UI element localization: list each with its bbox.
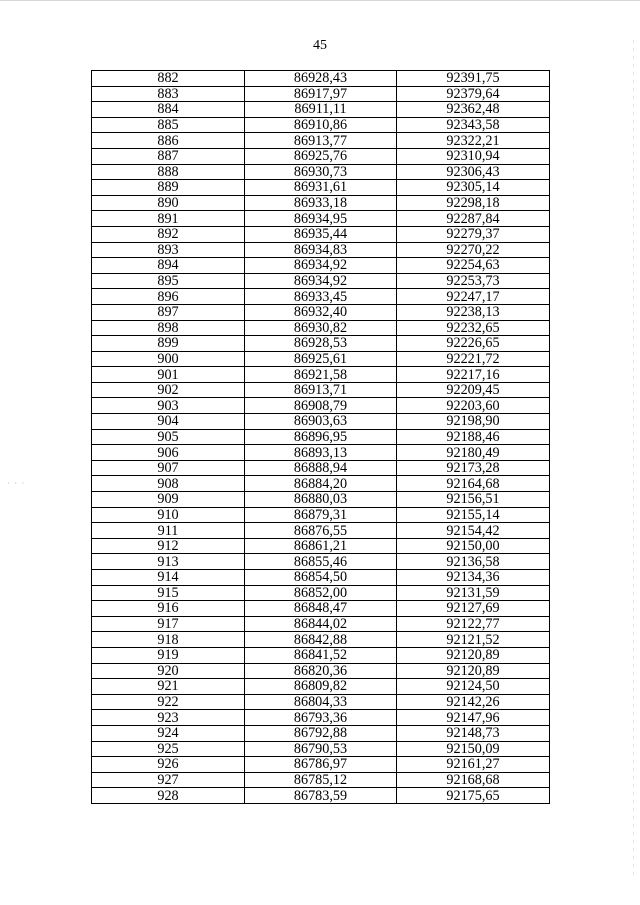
y-coordinate-cell: 92391,75	[397, 71, 550, 87]
table-row	[92, 601, 550, 617]
point-number-cell: 903	[92, 398, 245, 414]
point-number-cell: 898	[92, 320, 245, 336]
x-coordinate-cell: 86783,59	[245, 788, 397, 804]
point-number-cell: 906	[92, 445, 245, 461]
coordinates-table	[91, 70, 550, 804]
table-row	[92, 710, 550, 726]
y-coordinate-cell: 92209,45	[397, 382, 550, 398]
table-row	[92, 647, 550, 663]
y-coordinate-cell: 92134,36	[397, 570, 550, 586]
y-coordinate-cell: 92298,18	[397, 195, 550, 211]
x-coordinate-cell: 86932,40	[245, 304, 397, 320]
table-row	[92, 351, 550, 367]
point-number-cell: 886	[92, 133, 245, 149]
y-coordinate-cell: 92156,51	[397, 492, 550, 508]
y-coordinate-cell: 92343,58	[397, 117, 550, 133]
table-row	[92, 585, 550, 601]
point-number-cell: 919	[92, 647, 245, 663]
point-number-cell: 907	[92, 460, 245, 476]
x-coordinate-cell: 86876,55	[245, 523, 397, 539]
point-number-cell: 896	[92, 289, 245, 305]
table-row	[92, 429, 550, 445]
x-coordinate-cell: 86893,13	[245, 445, 397, 461]
table-row	[92, 414, 550, 430]
y-coordinate-cell: 92253,73	[397, 273, 550, 289]
point-number-cell: 899	[92, 336, 245, 352]
y-coordinate-cell: 92150,00	[397, 538, 550, 554]
point-number-cell: 913	[92, 554, 245, 570]
table-row	[92, 679, 550, 695]
y-coordinate-cell: 92188,46	[397, 429, 550, 445]
y-coordinate-cell: 92306,43	[397, 164, 550, 180]
x-coordinate-cell: 86935,44	[245, 226, 397, 242]
table-row	[92, 538, 550, 554]
point-number-cell: 889	[92, 180, 245, 196]
point-number-cell: 884	[92, 102, 245, 118]
y-coordinate-cell: 92136,58	[397, 554, 550, 570]
x-coordinate-cell: 86934,95	[245, 211, 397, 227]
x-coordinate-cell: 86852,00	[245, 585, 397, 601]
x-coordinate-cell: 86930,73	[245, 164, 397, 180]
point-number-cell: 927	[92, 772, 245, 788]
point-number-cell: 904	[92, 414, 245, 430]
x-coordinate-cell: 86925,76	[245, 148, 397, 164]
y-coordinate-cell: 92161,27	[397, 757, 550, 773]
x-coordinate-cell: 86809,82	[245, 679, 397, 695]
y-coordinate-cell: 92148,73	[397, 725, 550, 741]
x-coordinate-cell: 86854,50	[245, 570, 397, 586]
y-coordinate-cell: 92203,60	[397, 398, 550, 414]
table-row	[92, 367, 550, 383]
x-coordinate-cell: 86910,86	[245, 117, 397, 133]
table-row	[92, 492, 550, 508]
table-row	[92, 117, 550, 133]
table-row	[92, 258, 550, 274]
table-row	[92, 445, 550, 461]
point-number-cell: 924	[92, 725, 245, 741]
table-row	[92, 757, 550, 773]
y-coordinate-cell: 92131,59	[397, 585, 550, 601]
y-coordinate-cell: 92155,14	[397, 507, 550, 523]
y-coordinate-cell: 92322,21	[397, 133, 550, 149]
point-number-cell: 888	[92, 164, 245, 180]
scan-edge-line	[633, 40, 634, 880]
point-number-cell: 923	[92, 710, 245, 726]
table-row	[92, 663, 550, 679]
x-coordinate-cell: 86925,61	[245, 351, 397, 367]
point-number-cell: 922	[92, 694, 245, 710]
point-number-cell: 882	[92, 71, 245, 87]
x-coordinate-cell: 86844,02	[245, 616, 397, 632]
x-coordinate-cell: 86911,11	[245, 102, 397, 118]
x-coordinate-cell: 86928,43	[245, 71, 397, 87]
table-row	[92, 289, 550, 305]
x-coordinate-cell: 86921,58	[245, 367, 397, 383]
y-coordinate-cell: 92238,13	[397, 304, 550, 320]
table-row	[92, 507, 550, 523]
table-row	[92, 148, 550, 164]
point-number-cell: 921	[92, 679, 245, 695]
y-coordinate-cell: 92247,17	[397, 289, 550, 305]
x-coordinate-cell: 86884,20	[245, 476, 397, 492]
x-coordinate-cell: 86931,61	[245, 180, 397, 196]
y-coordinate-cell: 92226,65	[397, 336, 550, 352]
table-row	[92, 741, 550, 757]
y-coordinate-cell: 92305,14	[397, 180, 550, 196]
y-coordinate-cell: 92147,96	[397, 710, 550, 726]
x-coordinate-cell: 86820,36	[245, 663, 397, 679]
y-coordinate-cell: 92270,22	[397, 242, 550, 258]
point-number-cell: 891	[92, 211, 245, 227]
point-number-cell: 909	[92, 492, 245, 508]
y-coordinate-cell: 92287,84	[397, 211, 550, 227]
y-coordinate-cell: 92120,89	[397, 663, 550, 679]
table-row	[92, 398, 550, 414]
table-row	[92, 242, 550, 258]
y-coordinate-cell: 92379,64	[397, 86, 550, 102]
x-coordinate-cell: 86793,36	[245, 710, 397, 726]
y-coordinate-cell: 92164,68	[397, 476, 550, 492]
x-coordinate-cell: 86928,53	[245, 336, 397, 352]
table-row	[92, 304, 550, 320]
table-row	[92, 632, 550, 648]
x-coordinate-cell: 86804,33	[245, 694, 397, 710]
y-coordinate-cell: 92217,16	[397, 367, 550, 383]
x-coordinate-cell: 86933,18	[245, 195, 397, 211]
table-row	[92, 570, 550, 586]
point-number-cell: 883	[92, 86, 245, 102]
table-row	[92, 226, 550, 242]
point-number-cell: 920	[92, 663, 245, 679]
point-number-cell: 905	[92, 429, 245, 445]
x-coordinate-cell: 86888,94	[245, 460, 397, 476]
x-coordinate-cell: 86842,88	[245, 632, 397, 648]
point-number-cell: 893	[92, 242, 245, 258]
y-coordinate-cell: 92168,68	[397, 772, 550, 788]
table-row	[92, 476, 550, 492]
table-row	[92, 86, 550, 102]
point-number-cell: 895	[92, 273, 245, 289]
y-coordinate-cell: 92127,69	[397, 601, 550, 617]
x-coordinate-cell: 86896,95	[245, 429, 397, 445]
x-coordinate-cell: 86934,92	[245, 273, 397, 289]
point-number-cell: 910	[92, 507, 245, 523]
point-number-cell: 901	[92, 367, 245, 383]
y-coordinate-cell: 92232,65	[397, 320, 550, 336]
point-number-cell: 885	[92, 117, 245, 133]
x-coordinate-cell: 86908,79	[245, 398, 397, 414]
y-coordinate-cell: 92122,77	[397, 616, 550, 632]
y-coordinate-cell: 92362,48	[397, 102, 550, 118]
x-coordinate-cell: 86792,88	[245, 725, 397, 741]
point-number-cell: 902	[92, 382, 245, 398]
table-row	[92, 554, 550, 570]
x-coordinate-cell: 86786,97	[245, 757, 397, 773]
table-row	[92, 772, 550, 788]
table-row	[92, 382, 550, 398]
table-row	[92, 133, 550, 149]
y-coordinate-cell: 92154,42	[397, 523, 550, 539]
x-coordinate-cell: 86917,97	[245, 86, 397, 102]
point-number-cell: 912	[92, 538, 245, 554]
table-row	[92, 460, 550, 476]
x-coordinate-cell: 86880,03	[245, 492, 397, 508]
y-coordinate-cell: 92254,63	[397, 258, 550, 274]
point-number-cell: 887	[92, 148, 245, 164]
table-row	[92, 320, 550, 336]
x-coordinate-cell: 86855,46	[245, 554, 397, 570]
top-border-line	[0, 0, 640, 1]
x-coordinate-cell: 86933,45	[245, 289, 397, 305]
table-row	[92, 164, 550, 180]
table-row	[92, 336, 550, 352]
point-number-cell: 894	[92, 258, 245, 274]
point-number-cell: 892	[92, 226, 245, 242]
x-coordinate-cell: 86934,83	[245, 242, 397, 258]
x-coordinate-cell: 86790,53	[245, 741, 397, 757]
x-coordinate-cell: 86841,52	[245, 647, 397, 663]
point-number-cell: 911	[92, 523, 245, 539]
y-coordinate-cell: 92124,50	[397, 679, 550, 695]
y-coordinate-cell: 92279,37	[397, 226, 550, 242]
y-coordinate-cell: 92173,28	[397, 460, 550, 476]
y-coordinate-cell: 92221,72	[397, 351, 550, 367]
y-coordinate-cell: 92180,49	[397, 445, 550, 461]
point-number-cell: 916	[92, 601, 245, 617]
point-number-cell: 908	[92, 476, 245, 492]
x-coordinate-cell: 86930,82	[245, 320, 397, 336]
table-row	[92, 523, 550, 539]
point-number-cell: 926	[92, 757, 245, 773]
x-coordinate-cell: 86785,12	[245, 772, 397, 788]
table-row	[92, 694, 550, 710]
x-coordinate-cell: 86903,63	[245, 414, 397, 430]
table-row	[92, 788, 550, 804]
x-coordinate-cell: 86934,92	[245, 258, 397, 274]
y-coordinate-cell: 92150,09	[397, 741, 550, 757]
point-number-cell: 897	[92, 304, 245, 320]
point-number-cell: 917	[92, 616, 245, 632]
y-coordinate-cell: 92198,90	[397, 414, 550, 430]
y-coordinate-cell: 92121,52	[397, 632, 550, 648]
table-row	[92, 195, 550, 211]
y-coordinate-cell: 92310,94	[397, 148, 550, 164]
margin-scan-marks: · · ·	[7, 478, 26, 488]
page-number: 45	[313, 38, 327, 53]
table-row	[92, 180, 550, 196]
point-number-cell: 918	[92, 632, 245, 648]
y-coordinate-cell: 92120,89	[397, 647, 550, 663]
table-row	[92, 616, 550, 632]
x-coordinate-cell: 86861,21	[245, 538, 397, 554]
table-row	[92, 211, 550, 227]
point-number-cell: 900	[92, 351, 245, 367]
table-row	[92, 725, 550, 741]
table-row	[92, 273, 550, 289]
point-number-cell: 925	[92, 741, 245, 757]
x-coordinate-cell: 86913,71	[245, 382, 397, 398]
x-coordinate-cell: 86913,77	[245, 133, 397, 149]
x-coordinate-cell: 86848,47	[245, 601, 397, 617]
coordinates-table-body	[92, 71, 550, 804]
table-row	[92, 71, 550, 87]
y-coordinate-cell: 92175,65	[397, 788, 550, 804]
x-coordinate-cell: 86879,31	[245, 507, 397, 523]
point-number-cell: 890	[92, 195, 245, 211]
point-number-cell: 915	[92, 585, 245, 601]
point-number-cell: 914	[92, 570, 245, 586]
point-number-cell: 928	[92, 788, 245, 804]
table-row	[92, 102, 550, 118]
y-coordinate-cell: 92142,26	[397, 694, 550, 710]
